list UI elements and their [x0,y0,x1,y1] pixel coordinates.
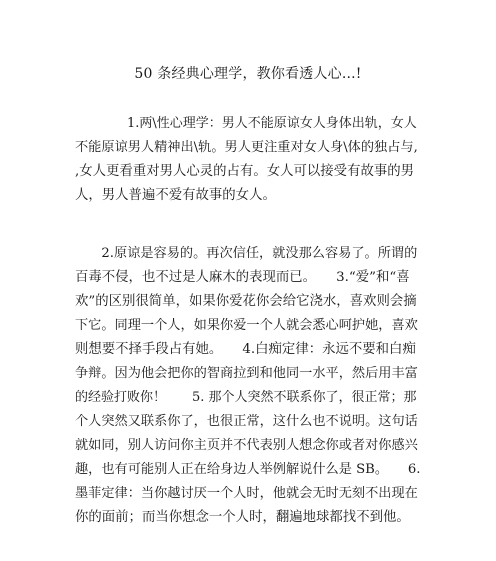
paragraph-2 [75,242,420,530]
document-title: 50 条经典心理学，教你看透人心...! [134,66,362,82]
paragraph-2-line: 就如同，别人访问你主页并不代表别人想念你或者对你感兴 [75,438,418,453]
paragraph-2-line: 你的面前；而当你想念一个人时，翻遍地球都找不到他。 [75,510,410,525]
paragraph-2-line: 的经验打败你！ 5. 那个人突然不联系你了，很正常；那 [75,390,417,405]
paragraph-1 [75,112,420,208]
paragraph-2-line: 墨菲定律：当你越讨厌一个人时，他就会无时无刻不出现在 [75,486,418,501]
paragraph-1-line: 人，男人普遍不爱有故事的女人。 [75,188,276,203]
paragraph-1-line: ,女人更看重对男人心灵的占有。女人可以接受有故事的男 [75,164,415,179]
paragraph-2-line: 趣，也有可能别人正在给身边人举例解说什么是 SB。 6. [75,462,421,477]
paragraph-2-line: 下它。同理一个人，如果你爱一个人就会悉心呵护她，喜欢 [75,318,418,333]
paragraph-2-line: 争辩。因为他会把你的智商拉到和他同一水平，然后用丰富 [75,366,418,381]
paragraph-1-line: 1.两\性心理学：男人不能原谅女人身体出轨，女人 [75,116,417,131]
paragraph-2-line: 百毒不侵，也不过是人麻木的表现而已。 3.“爱”和“喜 [75,270,410,285]
paragraph-2-line: 2.原谅是容易的。再次信任，就没那么容易了。所谓的 [75,246,418,261]
paragraph-2-line: 个人突然又联系你了，也很正常，这什么也不说明。这句话 [75,414,418,429]
paragraph-1-line: 不能原谅男人精神出\轨。男人更注重对女人身\体的独占与, [75,140,418,155]
paragraph-2-line: 则想要不择手段占有她。 4.白痴定律：永远不要和白痴 [75,342,416,357]
paragraph-2-line: 欢”的区别很简单，如果你爱花你会给它浇水，喜欢则会摘 [75,294,417,309]
